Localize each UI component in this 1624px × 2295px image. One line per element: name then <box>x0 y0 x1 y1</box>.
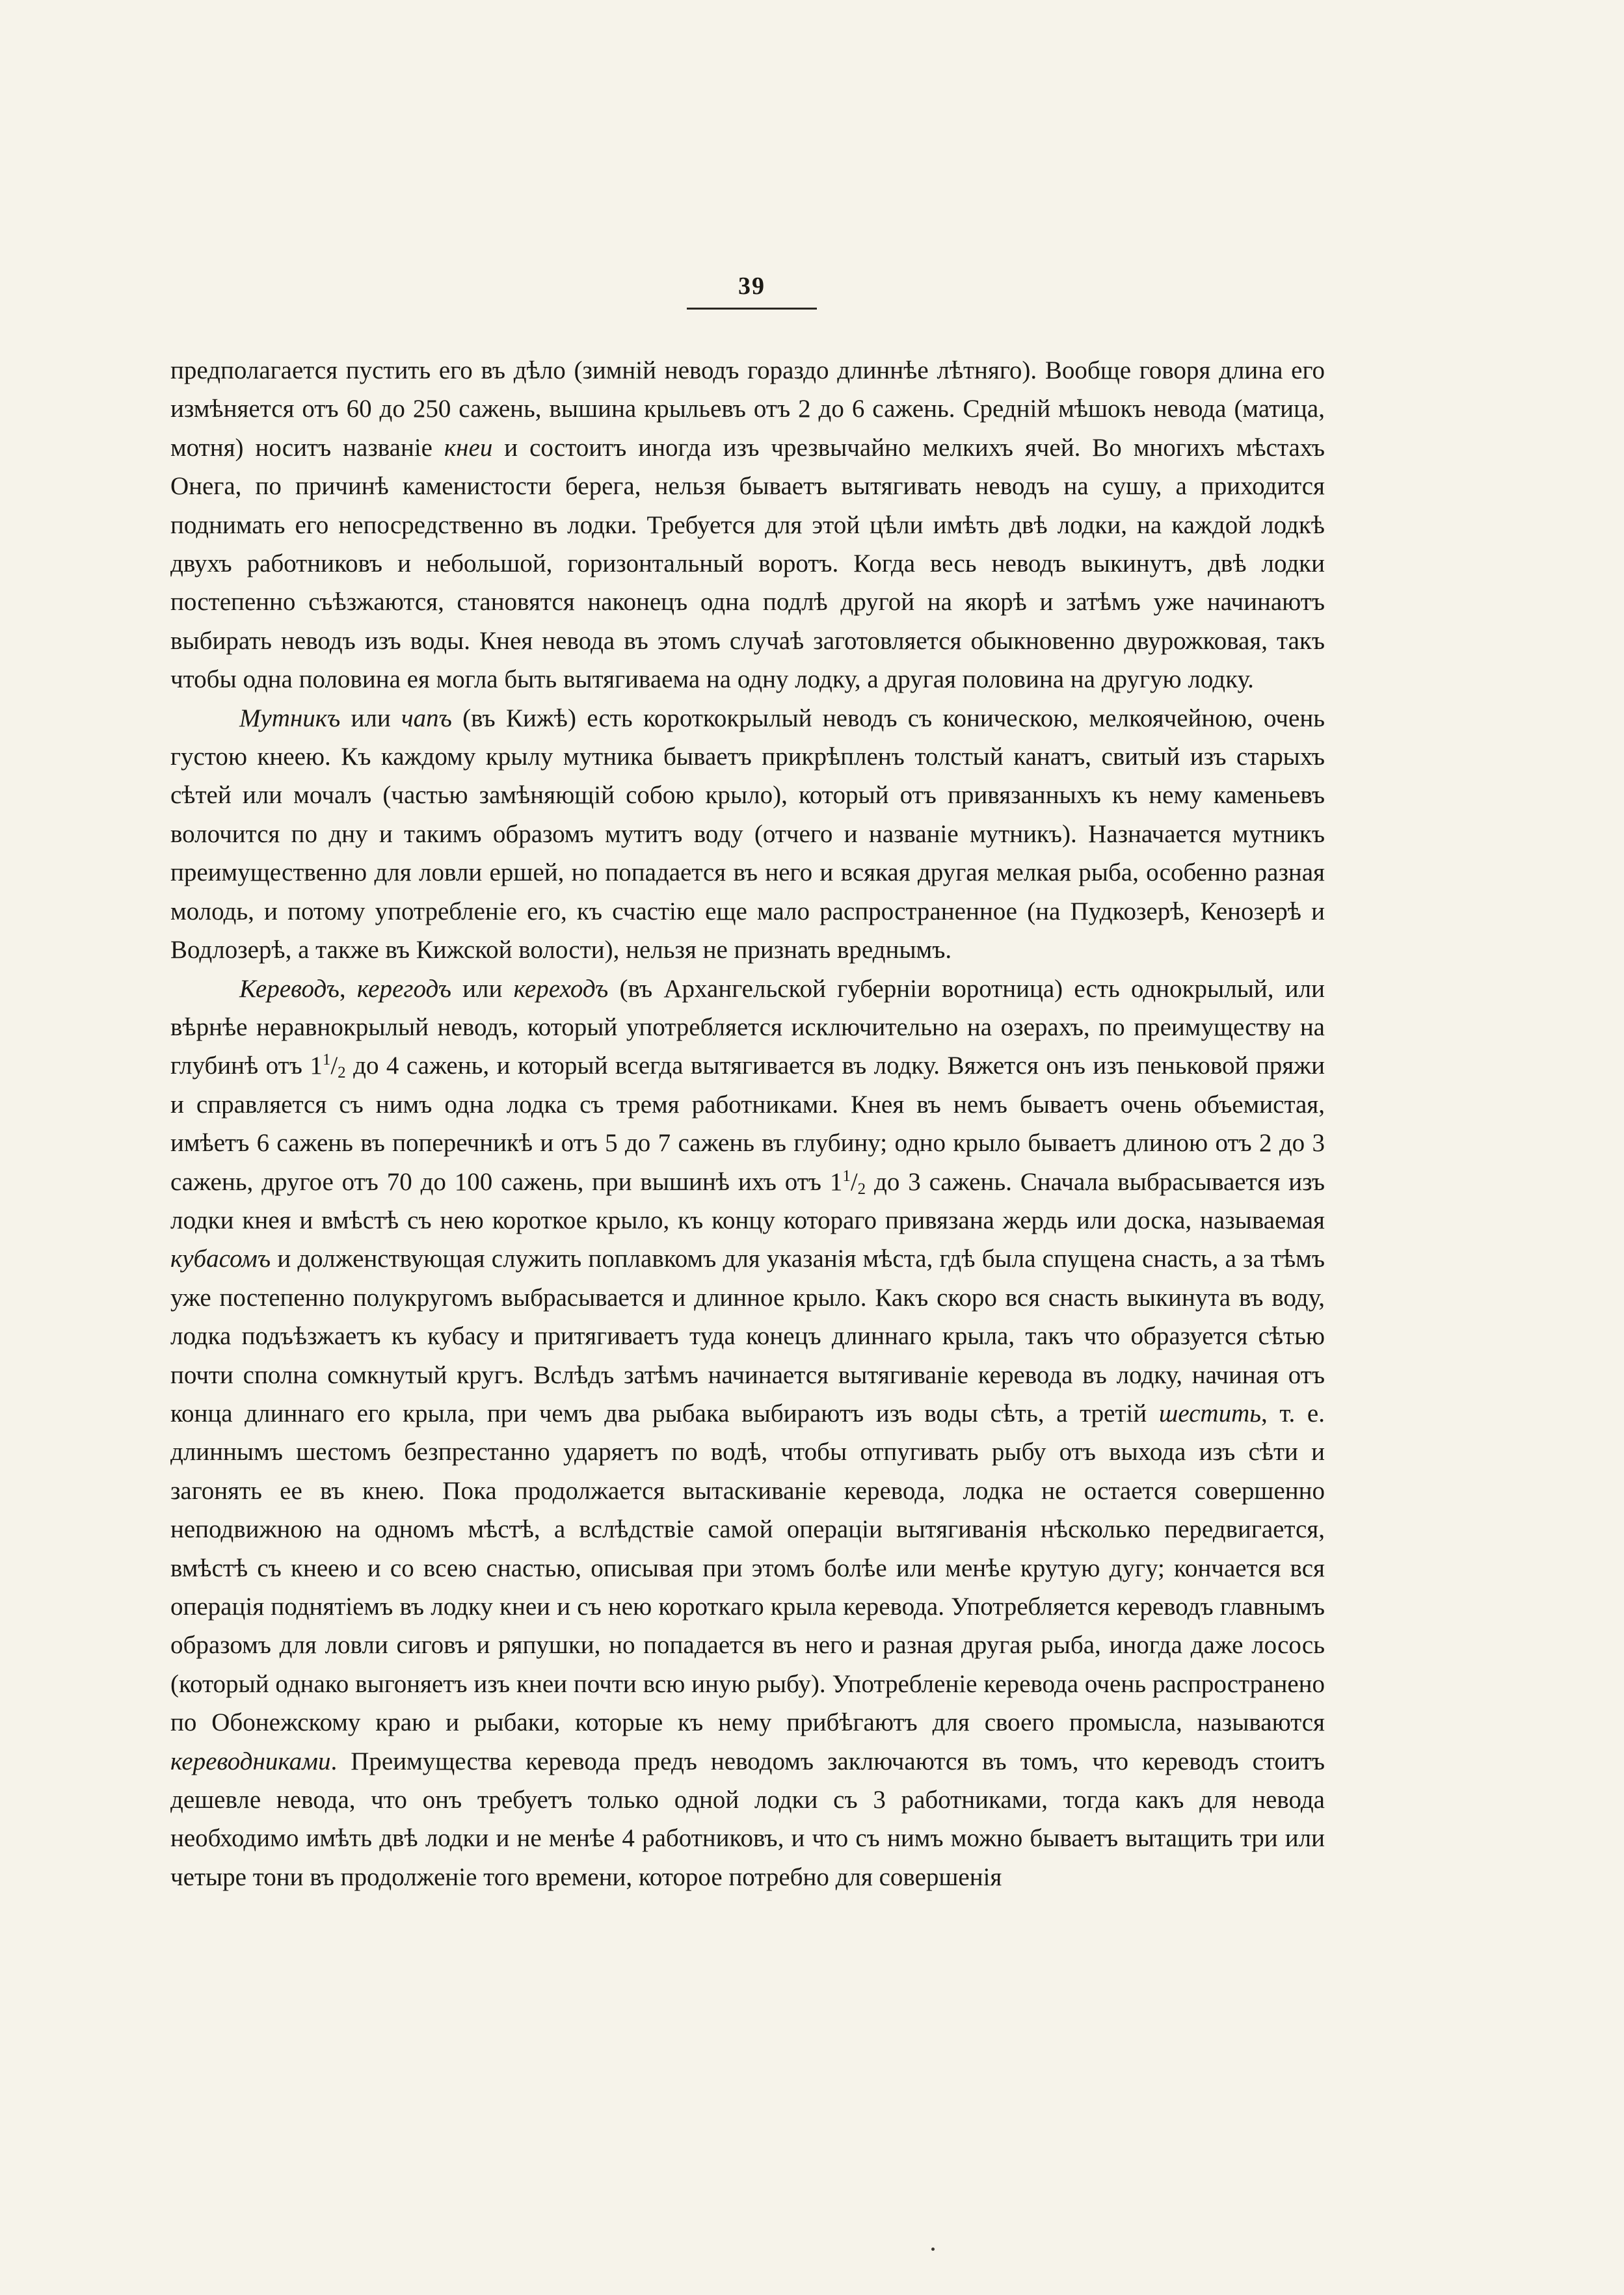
text-run: до 3 сажень. Сначала выбрасывается изъ лодки кнея и вмѣстѣ съ нею короткое крыло, къ концу котораго привязана жердь или доска, называемая <box>170 1167 1325 1234</box>
italic-term: чапъ <box>401 704 452 732</box>
print-speck <box>931 2248 935 2251</box>
text-run: . Преимущества керевода предъ неводомъ заключаются въ томъ, что кереводъ стоитъ дешевле невода, что онъ требуетъ только одной лодки съ 3 работниками, тогда какъ для невода необходимо имѣть двѣ лодки и не менѣе 4 работниковъ, и что съ нимъ можно бываетъ вытащить три или четыре тони въ продолженіе того времени, которое потребно для совершенія <box>170 1747 1325 1891</box>
text-run: (въ Кижѣ) есть короткокрылый неводъ съ коническою, мелкоячейною, очень густою кнеею. Къ каждому крылу мутника бываетъ прикрѣпленъ толстый канатъ, свитый изъ старыхъ сѣтей или мочалъ (частью замѣняющій собою крыло), который отъ привязанныхъ къ нему каменьевъ волочится по дну и такимъ образомъ мутитъ воду (отчего и названіе мутникъ). Назначается мутникъ преимущественно для ловли ершей, но попадается въ него и всякая другая мелкая рыба, особенно разная молодь, и потому употребленіе его, къ счастію еще мало распространенное (на Пудкозерѣ, Кенозерѣ и Водлозерѣ, а также въ Кижской волости), нельзя не признать вреднымъ. <box>170 704 1325 964</box>
text-run: предполагается пустить его въ дѣло (зимній неводъ гораздо длиннѣе лѣтняго). Вообще говоря длина его измѣняется отъ 60 до 250 сажень, вышина крыльевъ отъ 2 до 6 сажень. Средній мѣшокъ невода (матица, мотня) носитъ названіе <box>170 356 1325 462</box>
text-run: , <box>339 974 357 1003</box>
fraction-whole: 1 <box>829 1167 843 1196</box>
text-run: до 4 сажень, и который всегда вытягивается въ лодку. Вяжется онъ изъ пеньковой пряжи и справляется съ нимъ одна лодка съ тремя работниками. Кнея въ немъ бываетъ очень объемистая, имѣетъ 6 сажень въ поперечникѣ и отъ 5 до 7 сажень въ глубину; одно крыло бываетъ длиною отъ 2 до 3 сажень, другое отъ 70 до 100 сажень, при вышинѣ ихъ отъ <box>170 1052 1325 1196</box>
fraction-whole: 1 <box>310 1052 323 1080</box>
italic-term: шестить <box>1158 1399 1261 1427</box>
text-run: или <box>451 974 514 1003</box>
fraction-numerator: 1 <box>322 1051 331 1069</box>
italic-term: кереводниками <box>170 1747 331 1775</box>
paragraph <box>170 351 1325 699</box>
text-run: (въ Архангельской губерніи воротница) есть однокрылый, или вѣрнѣе неравнокрылый неводъ, который употребляется исключительно на озерахъ, по преимуществу на глубинѣ отъ <box>170 974 1325 1080</box>
fraction: $1^1/_2$ <box>310 1051 346 1082</box>
body-text <box>170 351 1325 1896</box>
paragraph <box>170 970 1325 1897</box>
italic-term: кубасомъ <box>170 1245 271 1273</box>
italic-term: кереходъ <box>513 974 609 1003</box>
fraction-denominator: 2 <box>857 1180 866 1198</box>
text-run: и состоитъ иногда изъ чрезвычайно мелкихъ ячей. Во многихъ мѣстахъ Онега, по причинѣ каменистости берега, нельзя бываетъ вытягивать неводъ на сушу, а приходится поднимать его непосредственно въ лодки. Требуется для этой цѣли имѣть двѣ лодки, на каждой лодкѣ двухъ работниковъ и небольшой, горизонтальный воротъ. Когда весь неводъ выкинутъ, двѣ лодки постепенно съѣзжаются, становятся наконецъ одна подлѣ другой на якорѣ и затѣмъ уже начинаютъ выбирать неводъ изъ воды. Кнея невода въ этомъ случаѣ заготовляется обыкновенно двурожковая, такъ чтобы одна половина ея могла быть вытягиваема на одну лодку, а другая половина на другую лодку. <box>170 433 1325 694</box>
text-run: , т. е. длиннымъ шестомъ безпрестанно ударяетъ по водѣ, чтобы отпугивать рыбу отъ выхода изъ сѣти и загонять ее въ кнею. Пока продолжается вытаскиваніе керевода, лодка не остается совершенно неподвижною на одномъ мѣстѣ, а вслѣдствіе самой операціи вытягиванія нѣсколько передвигается, вмѣстѣ съ кнеею и со всею снастью, описывая при этомъ болѣе или менѣе крутую дугу; кончается вся операція поднятіемъ въ лодку кнеи и съ нею короткаго крыла керевода. Употребляется кереводъ главнымъ образомъ для ловли сиговъ и ряпушки, но попадается въ него и разная другая рыба, иногда даже лосось (который однако выгоняетъ изъ кнеи почти всю иную рыбу). Употребленіе керевода очень распространено по Обонежскому краю и рыбаки, которые къ нему прибѣгаютъ для своего промысла, называются <box>170 1399 1325 1737</box>
italic-term: Кереводъ <box>239 974 339 1003</box>
text-run: и долженствующая служить поплавкомъ для указанія мѣста, гдѣ была спущена снасть, а за тѣмъ уже постепенно полукругомъ выбрасывается и длинное крыло. Какъ скоро вся снасть выкинута въ воду, лодка подъѣзжаетъ къ кубасу и притягиваетъ туда конецъ длиннаго крыла, такъ что образуется сѣтью почти сполна сомкнутый кругъ. Вслѣдъ затѣмъ начинается вытягиваніе керевода въ лодку, начиная отъ конца длиннаго его крыла, при чемъ два рыбака выбираютъ изъ воды сѣть, а третій <box>170 1245 1325 1427</box>
italic-term: кнеи <box>444 433 493 462</box>
page-number-rule <box>687 308 817 310</box>
fraction-numerator: 1 <box>842 1167 851 1185</box>
text-run: или <box>340 704 402 732</box>
italic-term: Мутникъ <box>239 704 341 732</box>
page-number: 39 <box>738 272 765 300</box>
fraction: $1^1/_2$ <box>829 1167 866 1198</box>
paragraph <box>170 699 1325 970</box>
fraction-denominator: 2 <box>338 1064 346 1082</box>
italic-term: керегодъ <box>356 974 451 1003</box>
